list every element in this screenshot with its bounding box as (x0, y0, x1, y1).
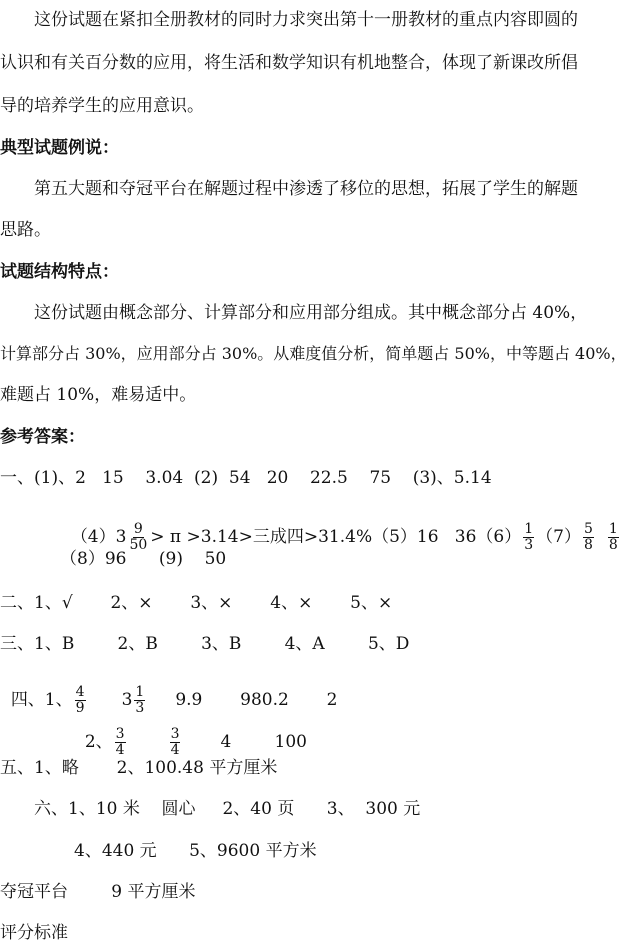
s4-values: 9.9 980.2 2 (175, 690, 338, 710)
examples-line-2: 思路。 (0, 220, 51, 240)
answers-s1-line-1: 一、(1)、2 15 3.04 (2) 54 20 22.5 75 (3)、5.14 (0, 468, 492, 488)
s1-q4-q6: > π >3.14>三成四>31.4%（5）16 36（6） (150, 527, 522, 547)
fraction-5-8: $\frac{5}{8}$ (583, 521, 593, 553)
answers-s5: 五、1、略 2、100.48 平方厘米 (0, 758, 278, 778)
intro-line-3: 导的培养学生的应用意识。 (0, 96, 204, 116)
answers-s1-line-2 (60, 500, 621, 553)
fraction-3-4-a: $\frac{3}{4}$ (115, 726, 125, 758)
s4-q2-values: 4 100 (220, 732, 307, 752)
examples-heading: 典型试题例说： (0, 138, 119, 158)
intro-line-2: 认识和有关百分数的应用，将生活和数学知识有机地整合，体现了新课改所倡 (0, 53, 578, 73)
s4-prefix: 四、1、 (10, 690, 73, 710)
examples-line-1: 第五大题和夺冠平台在解题过程中渗透了移位的思想，拓展了学生的解题 (34, 179, 578, 199)
fraction-9-50: $\frac{9}{50}$ (129, 521, 148, 553)
answers-heading: 参考答案： (0, 427, 85, 447)
answers-scoring: 评分标准 (0, 923, 68, 943)
fraction-1-3: $\frac{1}{3}$ (524, 521, 534, 553)
answers-s6-line-1: 六、1、10 米 圆心 2、40 页 3、 300 元 (34, 799, 421, 819)
fraction-3-4-b: $\frac{3}{4}$ (170, 726, 180, 758)
answers-s4-line-2 (74, 705, 307, 758)
answers-s2: 二、1、√ 2、× 3、× 4、× 5、× (0, 593, 393, 613)
fraction-4-9: $\frac{4}{9}$ (75, 684, 85, 716)
structure-heading: 试题结构特点： (0, 262, 119, 282)
s1-q7-prefix: （7） (536, 527, 581, 547)
s1-q4-prefix: （4）3 (70, 527, 127, 547)
fraction-1-3-mixed: $\frac{1}{3}$ (135, 684, 145, 716)
answers-s3: 三、1、B 2、B 3、B 4、A 5、D (0, 634, 410, 654)
structure-line-3: 难题占 10%，难易适中。 (0, 385, 197, 405)
answers-platform: 夺冠平台 9 平方厘米 (0, 882, 196, 902)
s4-q2-prefix: 2、 (84, 732, 113, 752)
answers-s1-line-3: （8）96 (9) 50 (60, 549, 227, 569)
structure-line-2: 计算部分占 30%，应用部分占 30%。从难度值分析，简单题占 50%，中等题占 40%， (0, 344, 627, 363)
answers-s6-line-2: 4、440 元 5、9600 平方米 (74, 841, 317, 861)
s4-mixed-whole: 3 (121, 690, 133, 710)
intro-line-1: 这份试题在紧扣全册教材的同时力求突出第十一册教材的重点内容即圆的 (34, 10, 578, 30)
fraction-1-8: $\frac{1}{8}$ (608, 521, 618, 553)
structure-line-1: 这份试题由概念部分、计算部分和应用部分组成。其中概念部分占 40%， (34, 303, 588, 323)
